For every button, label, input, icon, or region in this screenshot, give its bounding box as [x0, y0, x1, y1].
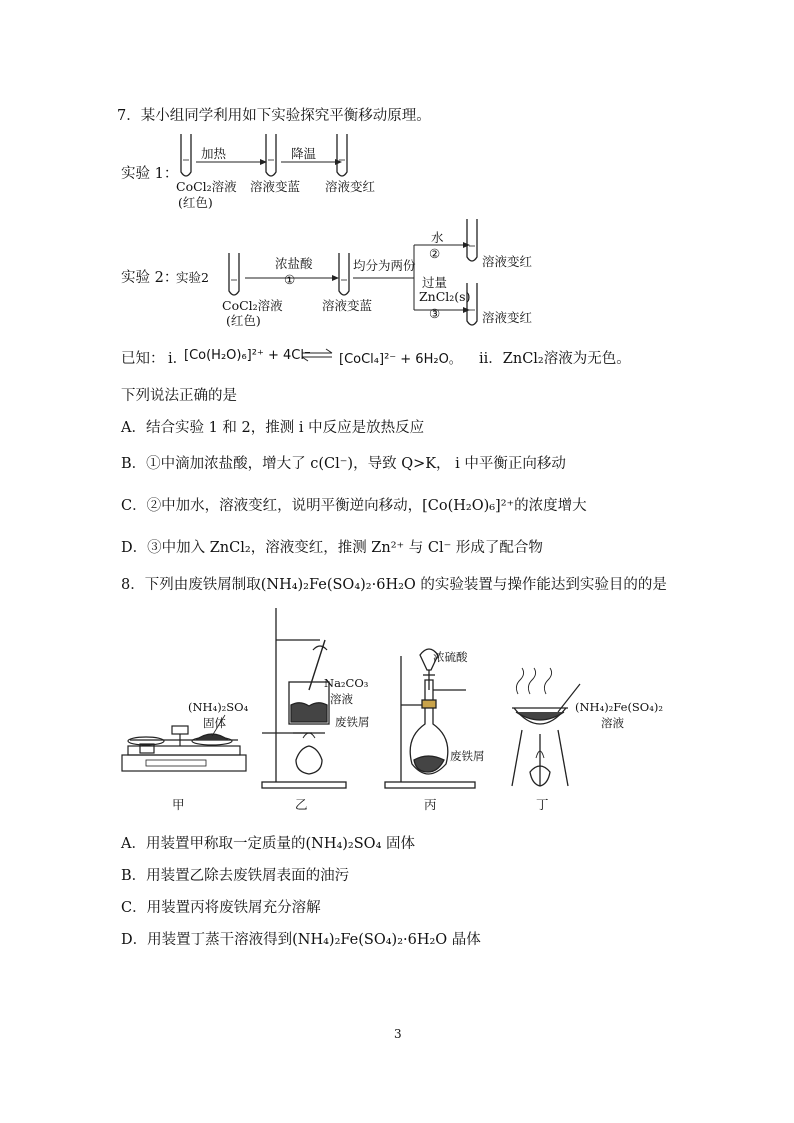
bing-caption: 丙 — [424, 797, 437, 812]
equation-left: [Co(H₂O)₆]²⁺ + 4Cl⁻ — [184, 348, 311, 363]
q7-option-d[interactable]: D．③中加入 ZnCl₂，溶液变红，推测 Zn²⁺ 与 Cl⁻ 形成了配合物 — [121, 540, 543, 556]
exp2-tube1-caption: CoCl₂溶液 — [222, 298, 283, 313]
q8-option-d[interactable]: D．用装置丁蒸干溶液得到(NH₄)₂Fe(SO₄)₂·6H₂O 晶体 — [121, 932, 481, 948]
flask-stand-icon — [385, 649, 475, 788]
exp2-branch2-num: ③ — [429, 306, 441, 321]
yi-caption: 乙 — [295, 797, 308, 812]
exp1-arrow2-label: 降温 — [291, 146, 317, 161]
exp1-tube2-caption: 溶液变蓝 — [250, 179, 301, 194]
exp2-tube2-caption: 溶液变蓝 — [322, 298, 373, 313]
q8-option-c[interactable]: C．用装置丙将废铁屑充分溶解 — [121, 900, 321, 916]
exp2-tube1-color: (红色) — [226, 313, 261, 328]
exp1-arrow1-label: 加热 — [201, 146, 227, 161]
exp2-branch2-top1: 过量 — [422, 275, 448, 290]
exp2-branch2-top2: ZnCl₂(s) — [419, 289, 471, 304]
known-prefix: 已知： — [121, 351, 165, 367]
exp1-tube1-color: (红色) — [178, 195, 213, 210]
exp2-split-label: 均分为两份 — [353, 258, 416, 273]
exp2-sub-label: 实验2 — [176, 270, 209, 285]
exp1-tube1-caption: CoCl₂溶液 — [176, 179, 237, 194]
known-i-label: i． — [168, 351, 188, 367]
q8-option-b[interactable]: B．用装置乙除去废铁屑表面的油污 — [121, 868, 350, 884]
q7-option-b[interactable]: B．①中滴加浓盐酸，增大了 c(Cl⁻)，导致 Q>K， i 中平衡正向移动 — [121, 456, 566, 472]
exp1-label: 实验 1： — [121, 166, 179, 182]
yi-label1: Na₂CO₃ — [324, 676, 369, 690]
bing-label1: 浓硫酸 — [433, 650, 468, 664]
exp2-branch1-result: 溶液变红 — [482, 254, 533, 269]
q7-option-c[interactable]: C．②中加水，溶液变红，说明平衡逆向移动，[Co(H₂O)₆]²⁺的浓度增大 — [121, 498, 587, 514]
exp2-label: 实验 2： — [121, 270, 179, 286]
evaporating-dish-icon — [512, 668, 580, 786]
q7-prompt: 下列说法正确的是 — [121, 388, 237, 404]
page-number: 3 — [394, 1027, 402, 1041]
known-ii: ii．ZnCl₂溶液为无色。 — [479, 351, 631, 367]
ding-caption: 丁 — [536, 797, 549, 812]
exp2-branch1-num: ② — [429, 246, 441, 261]
q8-stem: 8．下列由废铁屑制取(NH₄)₂Fe(SO₄)₂·6H₂O 的实验装置与操作能达到实验目的的是 — [121, 577, 667, 593]
ding-label1: (NH₄)₂Fe(SO₄)₂ — [575, 700, 663, 714]
yi-label3: 废铁屑 — [335, 715, 370, 729]
q8-option-a[interactable]: A．用装置甲称取一定质量的(NH₄)₂SO₄ 固体 — [121, 836, 415, 852]
equation-right: [CoCl₄]²⁻ + 6H₂O。 — [339, 352, 462, 367]
exp1-tube3-caption: 溶液变红 — [325, 179, 376, 194]
ding-label2: 溶液 — [601, 716, 624, 730]
q7-stem: 7．某小组同学利用如下实验探究平衡移动原理。 — [117, 108, 431, 124]
exp2-arrow1-num: ① — [284, 272, 296, 287]
jia-label2: 固体 — [203, 716, 226, 730]
exp2-branch1-top: 水 — [431, 230, 444, 245]
balance-icon — [122, 726, 246, 771]
exp2-branch2-result: 溶液变红 — [482, 310, 533, 325]
bing-label2: 废铁屑 — [450, 749, 485, 763]
jia-caption: 甲 — [172, 797, 185, 812]
jia-label1: (NH₄)₂SO₄ — [188, 700, 249, 714]
yi-label2: 溶液 — [330, 692, 353, 706]
q7-option-a[interactable]: A．结合实验 1 和 2，推测 i 中反应是放热反应 — [121, 420, 425, 436]
exp2-arrow1-top: 浓盐酸 — [275, 256, 313, 271]
